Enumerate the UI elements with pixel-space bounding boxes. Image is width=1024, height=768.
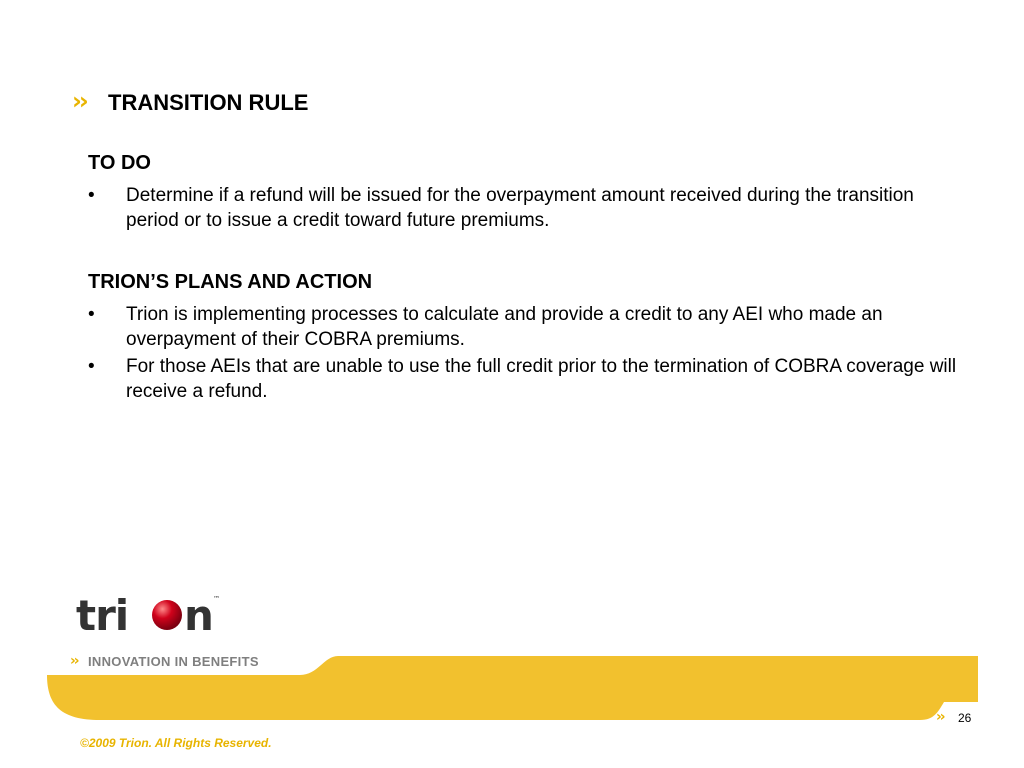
list-item: [88, 183, 968, 233]
logo-ball-icon: [152, 600, 182, 630]
bullet-icon: •: [88, 185, 95, 206]
plans-bullet-list: [88, 302, 968, 406]
title-chevron-icon: ››: [72, 87, 86, 115]
list-item: [88, 354, 968, 404]
bullet-icon: •: [88, 304, 95, 325]
bullet-text: Trion is implementing processes to calculate and provide a credit to any AEI who made an overpayment of their COBRA premiums.: [126, 304, 883, 350]
section-heading-to-do: TO DO: [88, 152, 151, 174]
logo-wordmark-end: n: [184, 592, 214, 636]
logo-trademark: ™: [213, 595, 220, 603]
bullet-text: For those AEIs that are unable to use the full credit prior to the termination of COBRA coverage will receive a refund.: [126, 356, 957, 402]
page-number: 26: [958, 711, 972, 725]
bullet-icon: •: [88, 356, 95, 377]
trion-logo: [76, 592, 226, 636]
list-item: [88, 302, 968, 352]
tagline-chevron-icon: ››: [70, 653, 78, 669]
to-do-bullet-list: [88, 183, 968, 235]
slide-title: TRANSITION RULE: [108, 90, 309, 115]
copyright-text: ©2009 Trion. All Rights Reserved.: [80, 736, 272, 750]
tagline: INNOVATION IN BENEFITS: [88, 654, 259, 669]
section-heading-plans-and-action: TRION’S PLANS AND ACTION: [88, 271, 373, 293]
bullet-text: Determine if a refund will be issued for the overpayment amount received during the transition period or to issue a credit toward future premiums.: [126, 185, 914, 231]
logo-wordmark-start: tri: [76, 592, 129, 636]
page-chevron-icon: ››: [936, 709, 944, 725]
